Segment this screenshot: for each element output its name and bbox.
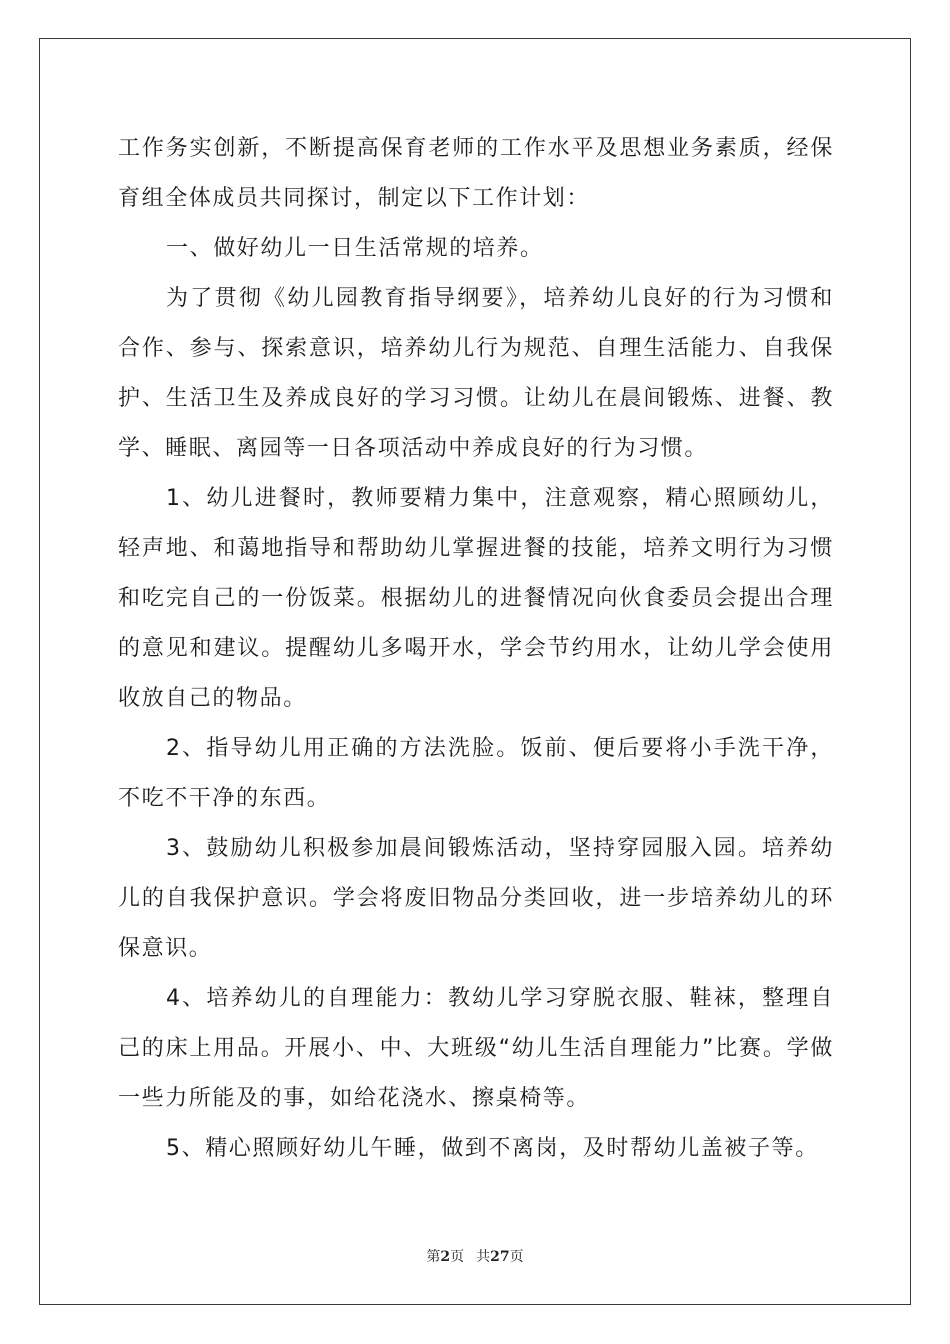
paragraph: 为了贯彻《幼儿园教育指导纲要》，培养幼儿良好的行为习惯和合作、参与、探索意识，培养幼儿行为规范、自理生活能力、自我保护、生活卫生及养成良好的学习习惯。让幼儿在晨间锻炼、进餐、教学、睡眠、离园等一日各项活动中养成良好的行为习惯。 [118, 286, 834, 461]
list-item: 4、培养幼儿的自理能力：教幼儿学习穿脱衣服、鞋袜，整理自己的床上用品。开展小、中、大班级“幼儿生活自理能力”比赛。学做一些力所能及的事，如给花浇水、擦桌椅等。 [118, 986, 834, 1111]
section-heading: 一、做好幼儿一日生活常规的培养。 [166, 236, 544, 261]
paragraph-intro: 工作务实创新，不断提高保育老师的工作水平及思想业务素质，经保育组全体成员共同探讨，制定以下工作计划： [118, 136, 834, 211]
list-item: 3、鼓励幼儿积极参加晨间锻炼活动，坚持穿园服入园。培养幼儿的自我保护意识。学会将废旧物品分类回收，进一步培养幼儿的环保意识。 [118, 836, 834, 961]
page-suffix: 页 [450, 1249, 465, 1265]
total-suffix: 页 [509, 1249, 524, 1265]
list-item: 2、指导幼儿用正确的方法洗脸。饭前、便后要将小手洗干净，不吃不干净的东西。 [118, 736, 834, 811]
page-number: 2 [440, 1249, 451, 1265]
page-prefix: 第 [426, 1249, 441, 1265]
list-item: 5、精心照顾好幼儿午睡，做到不离岗，及时帮幼儿盖被子等。 [166, 1136, 819, 1161]
page-footer [0, 1247, 950, 1267]
list-item: 1、幼儿进餐时，教师要精力集中，注意观察，精心照顾幼儿，轻声地、和蔼地指导和帮助幼儿掌握进餐的技能，培养文明行为习惯和吃完自己的一份饭菜。根据幼儿的进餐情况向伙食委员会提出合理的意见和建议。提醒幼儿多喝开水，学会节约用水，让幼儿学会使用收放自己的物品。 [118, 486, 834, 711]
total-pages: 27 [490, 1249, 510, 1265]
total-prefix: 共 [476, 1249, 491, 1265]
document-body [118, 124, 834, 1174]
